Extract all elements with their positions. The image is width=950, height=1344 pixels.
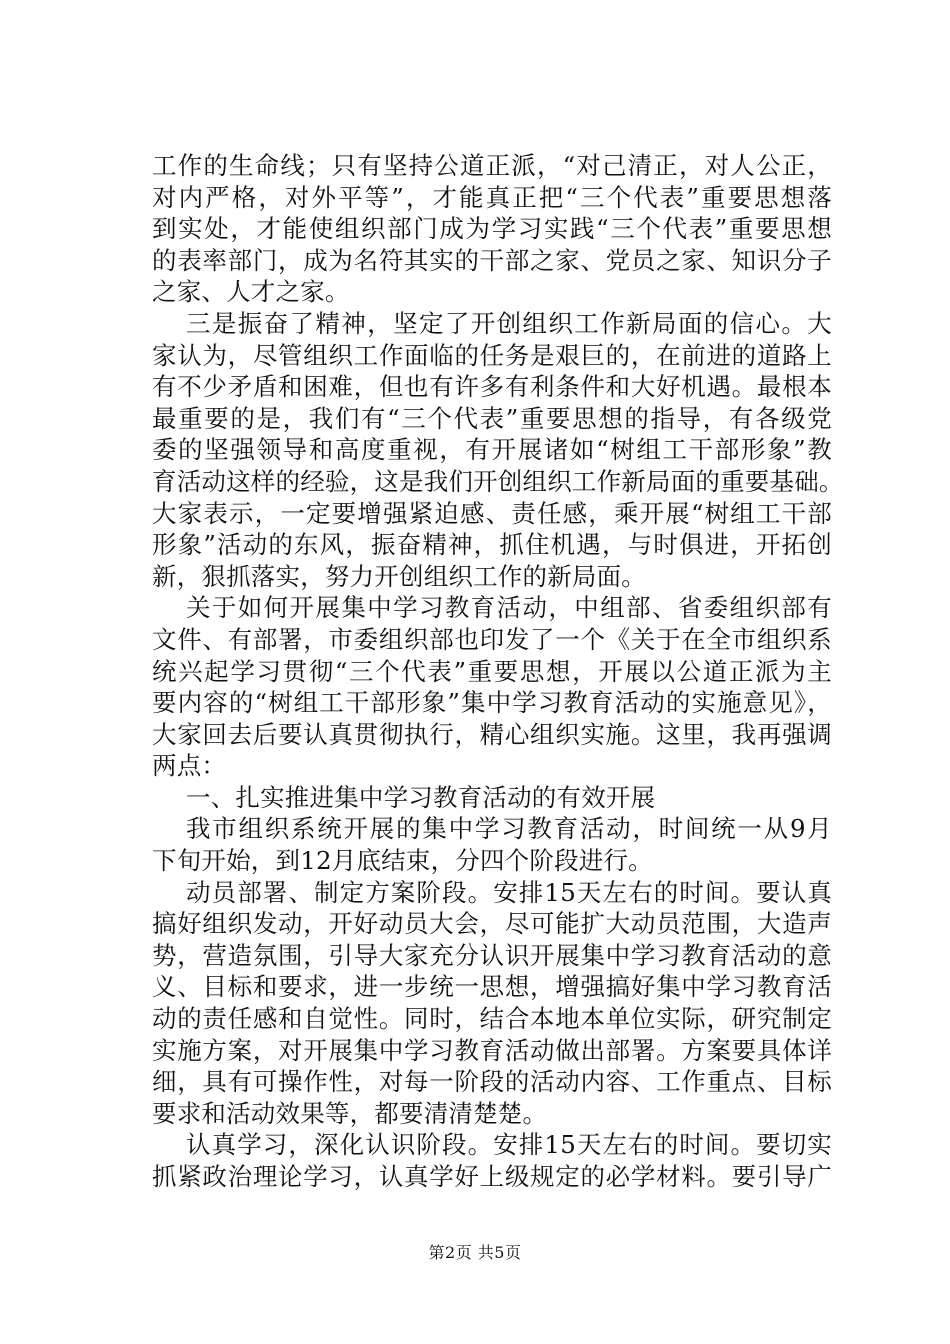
text-line: 育活动这样的经验，这是我们开创组织工作新局面的重要基础。 [152, 466, 844, 496]
text-line: 势，营造氛围，引导大家充分认识开展集中学习教育活动的意 [152, 940, 832, 970]
text-line: 文件、有部署，市委组织部也印发了一个《关于在全市组织系 [152, 624, 832, 654]
text-line: 对内严格，对外平等”，才能真正把“三个代表”重要思想落 [152, 182, 832, 212]
text-line: 新，狠抓落实，努力开创组织工作的新局面。 [152, 561, 646, 591]
text-line: 三是振奋了精神，坚定了开创组织工作新局面的信心。大 [186, 308, 832, 338]
text-line: 抓紧政治理论学习，认真学好上级规定的必学材料。要引导广 [152, 1162, 832, 1191]
text-line: 动的责任感和自觉性。同时，结合本地本单位实际，研究制定 [152, 1004, 832, 1034]
text-line: 我市组织系统开展的集中学习教育活动，时间统一从9月 [186, 814, 832, 844]
document-body [152, 150, 844, 1193]
text-line: 大家表示，一定要增强紧迫感、责任感，乘开展“树组工干部 [152, 498, 832, 528]
text-line: 最重要的是，我们有“三个代表”重要思想的指导，有各级党 [152, 403, 832, 433]
text-line: 统兴起学习贯彻“三个代表”重要思想，开展以公道正派为主 [152, 656, 832, 686]
section-heading: 一、扎实推进集中学习教育活动的有效开展 [186, 782, 656, 812]
text-line: 细，具有可操作性，对每一阶段的活动内容、工作重点、目标 [152, 1067, 832, 1097]
text-line: 形象”活动的东风，振奋精神，抓住机遇，与时俱进，开拓创 [152, 530, 832, 560]
text-line: 的表率部门，成为名符其实的干部之家、党员之家、知识分子 [152, 245, 832, 275]
text-line: 认真学习，深化认识阶段。安排15天左右的时间。要切实 [186, 1130, 832, 1160]
page-indicator: 第2页 共5页 [428, 1243, 522, 1262]
text-line: 大家回去后要认真贯彻执行，精心组织实施。这里，我再强调 [152, 719, 832, 749]
text-line: 两点： [152, 751, 227, 781]
text-line: 动员部署、制定方案阶段。安排15天左右的时间。要认真 [186, 877, 832, 907]
text-line: 到实处，才能使组织部门成为学习实践“三个代表”重要思想 [152, 214, 832, 244]
text-line: 要求和活动效果等，都要清清楚楚。 [152, 1098, 548, 1128]
text-line: 搞好组织发动，开好动员大会，尽可能扩大动员范围，大造声 [152, 909, 832, 939]
text-line: 家认为，尽管组织工作面临的任务是艰巨的，在前进的道路上 [152, 340, 832, 370]
text-line: 下旬开始，到12月底结束，分四个阶段进行。 [152, 846, 653, 876]
text-line: 实施方案，对开展集中学习教育活动做出部署。方案要具体详 [152, 1035, 832, 1065]
text-line: 关于如何开展集中学习教育活动，中组部、省委组织部有 [186, 593, 832, 623]
text-line: 要内容的“树组工干部形象”集中学习教育活动的实施意见》， [152, 688, 832, 718]
text-line: 义、目标和要求，进一步统一思想，增强搞好集中学习教育活 [152, 972, 832, 1002]
text-line: 有不少矛盾和困难，但也有许多有利条件和大好机遇。最根本 [152, 372, 832, 402]
text-line: 委的坚强领导和高度重视，有开展诸如“树组工干部形象”教 [152, 435, 832, 465]
text-line: 之家、人才之家。 [152, 277, 350, 307]
text-line: 工作的生命线；只有坚持公道正派，“对己清正，对人公正， [152, 151, 832, 180]
